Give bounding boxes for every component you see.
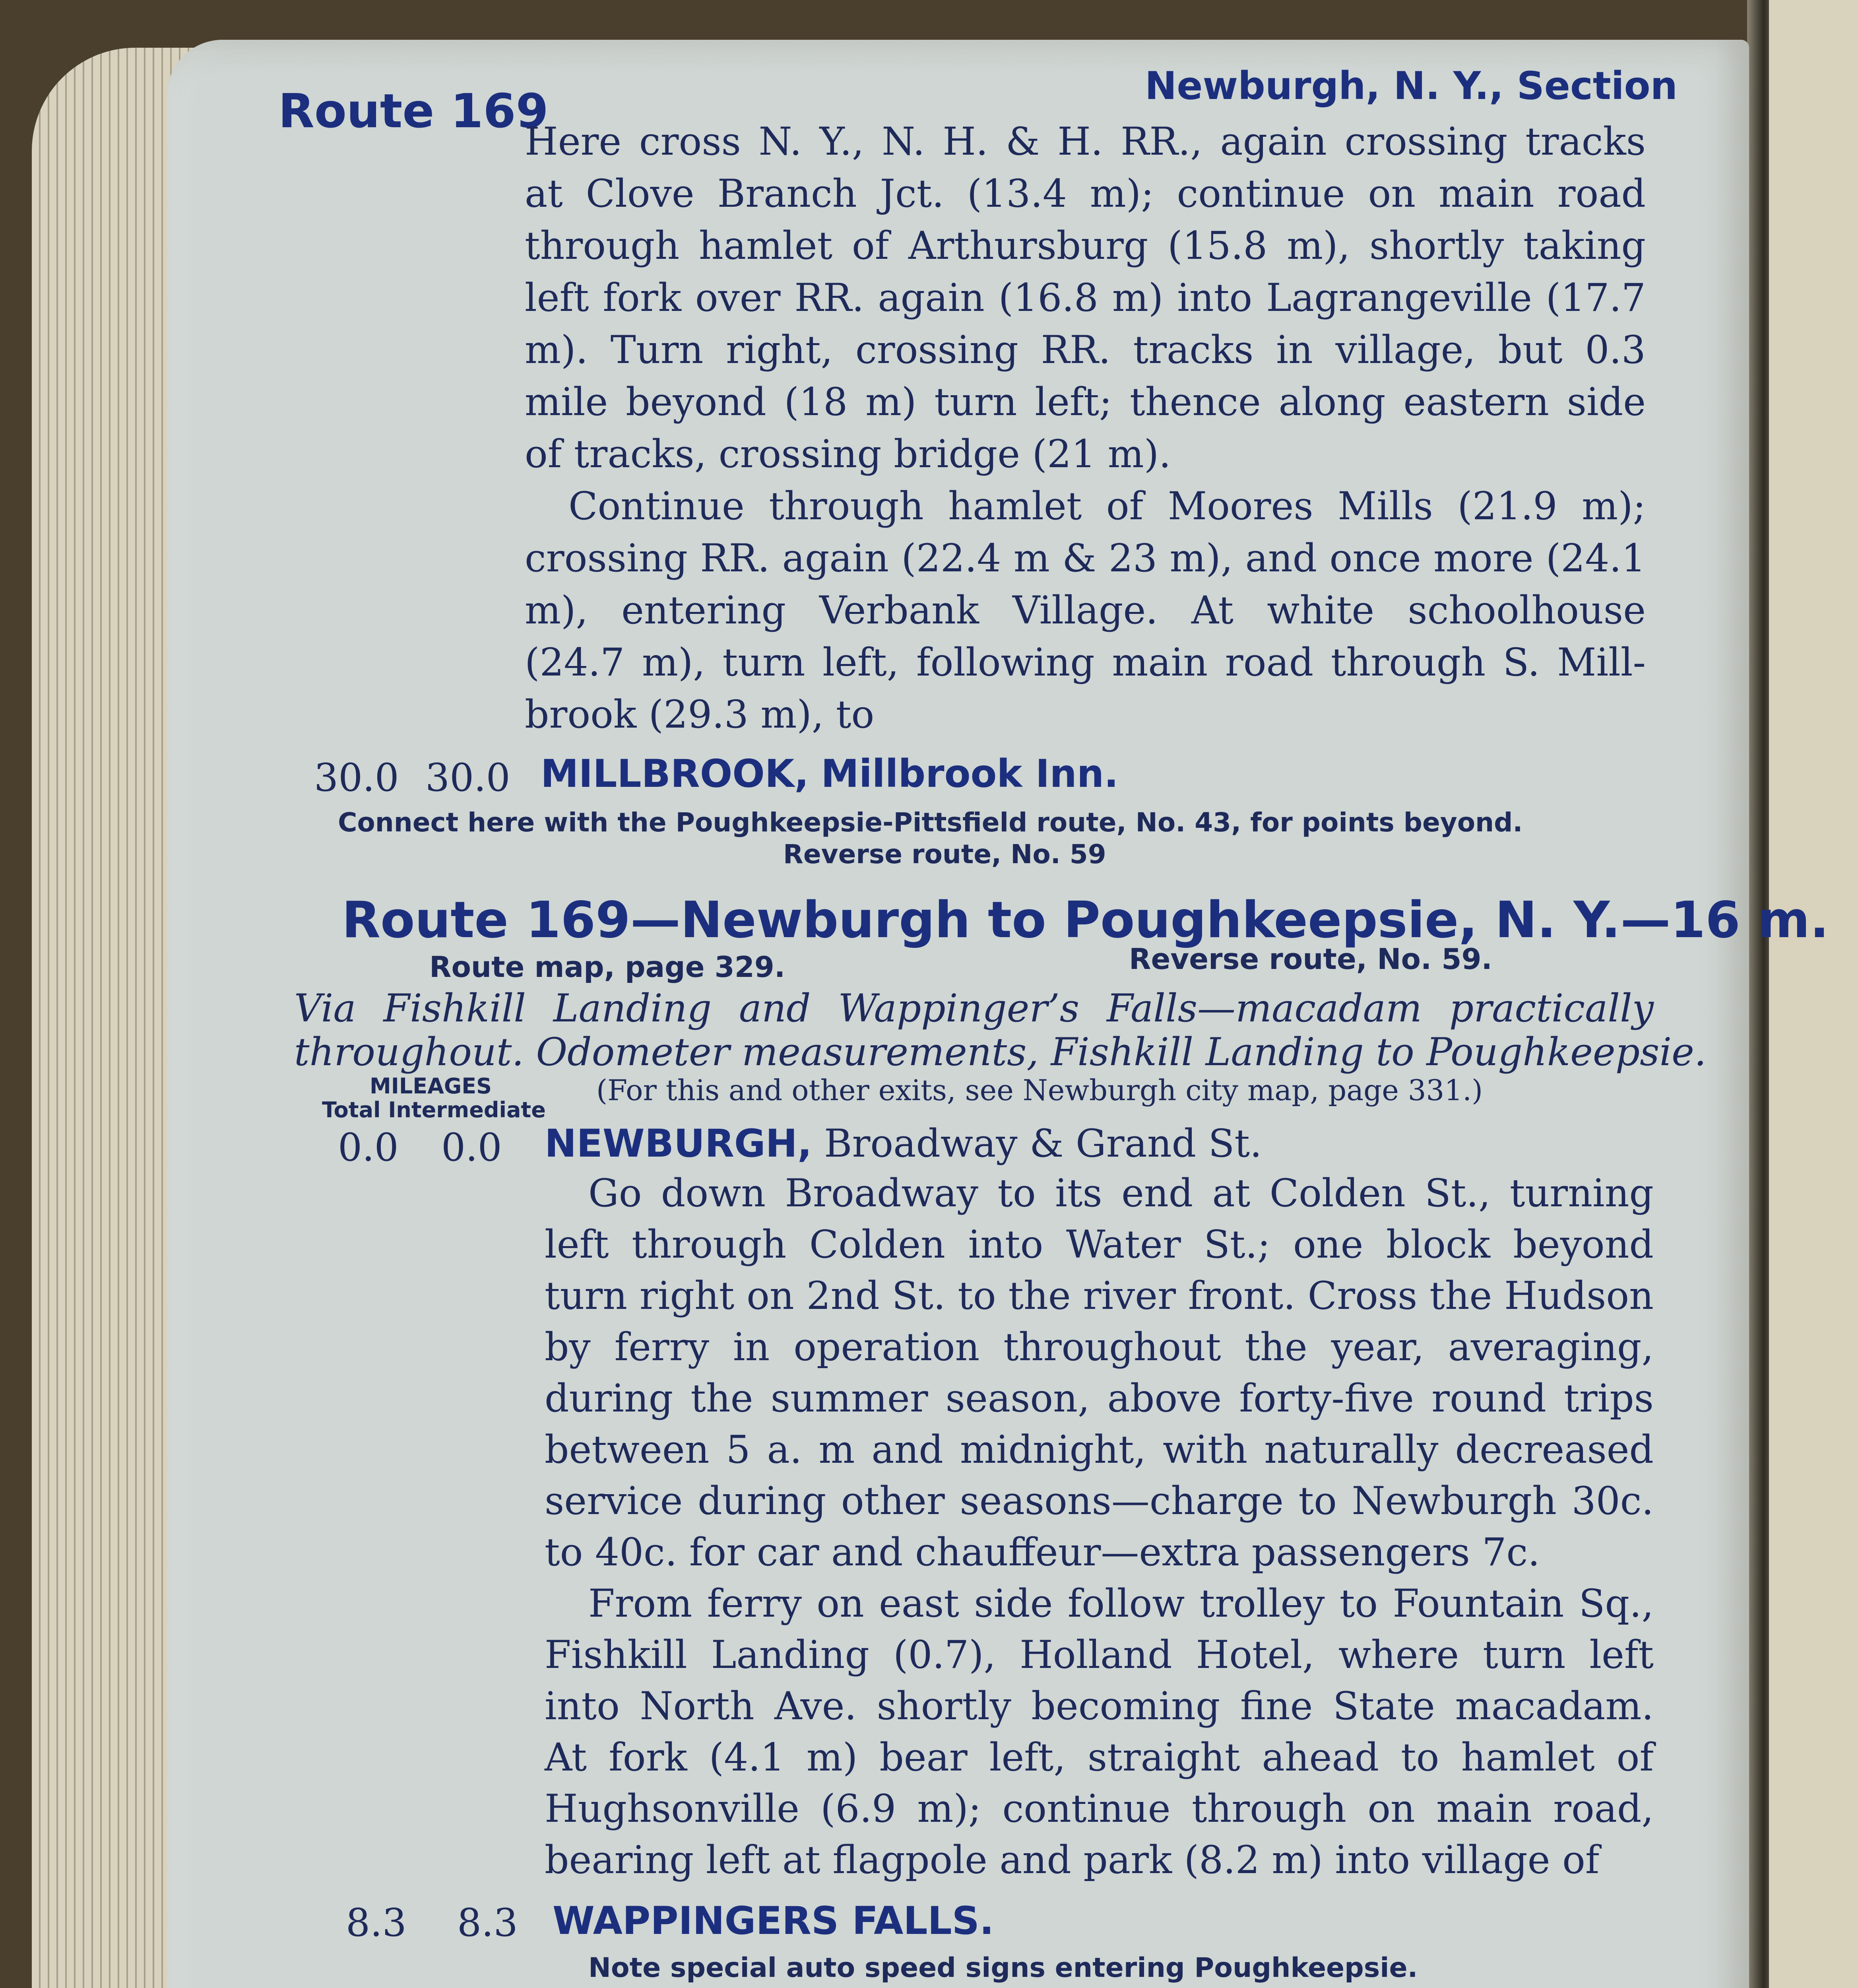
newburgh-lines-line: At fork (4.1 m) bear left, straight ahead to hamlet of [545,1735,1654,1780]
newburgh-lines-line: service during other seasons—charge to Newburgh 30c. [545,1479,1654,1523]
millbrook-reverse: Reverse route, No. 59 [783,839,1106,870]
top-lines-line: m), entering Verbank Village. At white schoolhouse [525,588,1646,633]
millbrook-inn: Millbrook Inn. [821,751,1119,796]
top-lines-line: of tracks, crossing bridge (21 m). [525,432,1171,476]
next-page-edge [1769,0,1858,1988]
section-title: Newburgh, N. Y., Section [1145,64,1678,108]
top-lines-line: mile beyond (18 m) turn left; thence along eastern side [525,380,1646,424]
top-lines-line: (24.7 m), turn left, following main road through S. Mill- [525,640,1646,685]
newburgh-lines-line: by ferry in operation throughout the year, averaging, [545,1325,1654,1369]
newburgh-name: NEWBURGH, [545,1121,812,1166]
newburgh-lines-line: turn right on 2nd St. to the river front. Cross the Hudson [545,1274,1654,1318]
top-lines-line: Here cross N. Y., N. H. & H. RR., again crossing tracks [525,119,1646,164]
newburgh-lines-line: left through Colden into Water St.; one block beyond [545,1222,1654,1267]
reverse-route-ref: Reverse route, No. 59. [1129,942,1492,976]
top-lines-line: Continue through hamlet of Moores Mills (21.9 m); [568,484,1646,528]
wappingers-name: WAPPINGERS FALLS. [553,1899,994,1943]
top-lines-line: at Clove Branch Jct. (13.4 m); continue on main road [525,171,1646,216]
wappingers-intermediate: 8.3 [457,1901,518,1945]
newburgh-lines-line: to 40c. for car and chauffeur—extra passengers 7c. [545,1530,1540,1574]
newburgh-location: Broadway & Grand St. [824,1121,1262,1166]
newburgh-lines-line: between 5 a. m and midnight, with naturally decreased [545,1427,1654,1472]
millbrook-connect: Connect here with the Poughkeepsie-Pittsfield route, No. 43, for points beyond. [338,807,1523,838]
millbrook-intermediate: 30.0 [425,755,510,800]
top-lines-line: left fork over RR. again (16.8 m) into Lagrangeville (17.7 [525,276,1646,320]
newburgh-lines-line: Fishkill Landing (0.7), Holland Hotel, where turn left [545,1633,1654,1677]
wappingers-note: Note special auto speed signs entering Poughkeepsie. [588,1952,1418,1984]
route-title: Route 169—Newburgh to Poughkeepsie, N. Y.—16 m. [342,891,1829,949]
route-map-ref: Route map, page 329. [429,950,785,984]
newburgh-lines-line: Go down Broadway to its end at Colden St., turning [588,1171,1654,1215]
via-line-2: throughout. Odometer measurements, Fishkill Landing to Poughkeepsie. [294,1030,1707,1074]
mileages-label: MILEAGES [370,1074,492,1099]
newburgh-lines-line: Hughsonville (6.9 m); continue through on main road, [545,1786,1654,1831]
newburgh-lines-line: during the summer season, above forty-five round trips [545,1376,1654,1421]
via-line-1: Via Fishkill Landing and Wappinger’s Falls—macadam practically [294,986,1654,1031]
top-lines-line: through hamlet of Arthursburg (15.8 m), shortly taking [525,223,1646,268]
top-lines-line: m). Turn right, crossing RR. tracks in village, but 0.3 [525,328,1646,372]
newburgh-intermediate: 0.0 [441,1125,502,1170]
newburgh-lines-line: into North Ave. shortly becoming fine State macadam. [545,1684,1654,1728]
millbrook-total: 30.0 [314,755,399,800]
mileages-columns: Total Intermediate [322,1097,546,1122]
route-label: Route 169 [278,83,549,138]
newburgh-total: 0.0 [338,1125,399,1170]
top-lines-line: crossing RR. again (22.4 m & 23 m), and once more (24.1 [525,536,1646,580]
exits-note: (For this and other exits, see Newburgh city map, page 331.) [596,1074,1483,1107]
millbrook-name: MILLBROOK, [541,751,809,796]
newburgh-lines-line: From ferry on east side follow trolley to Fountain Sq., [588,1581,1654,1626]
newburgh-lines-line: bearing left at flagpole and park (8.2 m) into village of [545,1838,1600,1882]
wappingers-total: 8.3 [346,1901,407,1945]
top-lines-line: brook (29.3 m), to [525,692,875,737]
